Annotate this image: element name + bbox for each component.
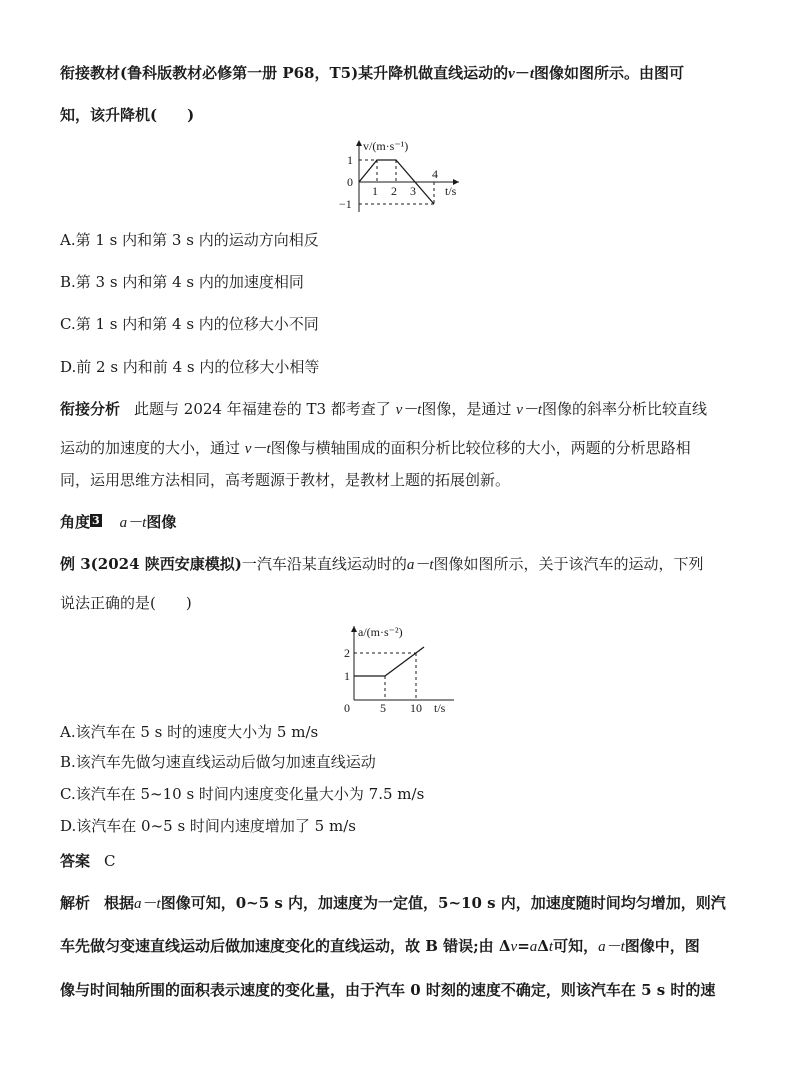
vt-xtick-4: 4 [432,167,438,181]
analysis-text-3: 图像的斜率分析比较直线 [542,400,708,418]
at-y-arrow [351,626,357,632]
at-ylabel: a/(m·s⁻²) [358,625,403,639]
math-at: a－t [406,557,434,573]
analysis-line-3: 同，运用思维方法相同，高考题源于教材，是教材上题的拓展创新。 [60,471,511,489]
math-vt: v－t [395,402,422,418]
math-dash: － [514,64,530,82]
analysis-line-1 [60,398,707,421]
answer-value: C [104,852,116,870]
at-chart [338,624,458,716]
solution-text-4: 可知， [553,937,599,955]
math-a: a [529,939,538,955]
example-line-2: 说法正确的是( ) [60,594,192,612]
option-2b: B.该汽车先做匀速直线运动后做匀加速直线运动 [60,753,376,771]
option-1c: C.第 1 s 内和第 4 s 内的位移大小不同 [60,315,319,333]
solution-label: 解析 [60,894,91,912]
option-2a: A.该汽车在 5 s 时的速度大小为 5 m/s [60,723,319,741]
analysis-text-4: 运动的加速度的大小，通过 [60,439,241,457]
vt-chart [335,140,465,220]
at-xlabel: t/s [434,701,446,715]
option-2c: C.该汽车在 5~10 s 时间内速度变化量大小为 7.5 m/s [60,785,425,803]
at-xtick-5: 5 [380,701,386,715]
math-v-2: v [510,939,518,955]
vt-ytick-m1: −1 [339,197,352,211]
math-vt-3: v－t [244,441,271,457]
solution-text-5: 图像中，图 [624,937,700,955]
section-heading [60,511,176,534]
option-1d: D.前 2 s 内和前 4 s 内的位移大小相等 [60,358,320,376]
math-at-3: a－t [598,939,625,955]
answer-label: 答案 [60,852,91,870]
vt-xlabel: t/s [445,184,457,198]
math-eq: = [517,937,530,955]
math-v: v [508,66,515,82]
analysis-text: 此题与 2024 年福建卷的 T3 都考查了 [134,400,391,418]
section-label: 角度 [60,513,91,531]
math-t-2: t [548,939,554,955]
vt-y-arrow [356,140,362,146]
math-delta: Δ [537,937,549,955]
solution-line-3: 像与时间轴所围的面积表示速度的变化量，由于汽车 0 时刻的速度不确定，则该汽车在 5 s 时的速 [60,981,716,999]
example-line-1 [60,553,704,576]
question-link-text-2: 图像如图所示。由图可 [534,64,685,82]
question-link-line-2: 知，该升降机( ) [60,106,195,124]
analysis-label: 衔接分析 [60,400,121,418]
example-label: 例 3 [60,555,91,573]
section-number-badge: 3 [92,514,100,527]
answer-line [60,850,116,872]
at-line [354,647,424,676]
section-title-text: 图像 [146,513,177,531]
example-text-2: 图像如图所示，关于该汽车的运动，下列 [433,555,704,573]
vt-xtick-1: 1 [372,184,378,198]
section-title-math: a－t [119,515,147,531]
vt-ytick-1: 1 [347,153,353,167]
example-source: (2024 陕西安康模拟) [90,555,242,573]
solution-line-1 [60,892,726,915]
option-1a: A.第 1 s 内和第 3 s 内的运动方向相反 [60,231,319,249]
math-vt-2: v－t [516,402,543,418]
question-link-text: 衔接教材(鲁科版教材必修第一册 P68，T5)某升降机做直线运动的 [60,64,509,82]
at-xtick-0: 0 [344,701,350,715]
vt-ylabel: v/(m·s⁻¹) [363,140,409,153]
math-t: t [529,66,535,82]
solution-text-3: 车先做匀变速直线运动后做加速度变化的直线运动，故 B 错误;由 Δ [60,937,511,955]
at-xtick-10: 10 [410,701,422,715]
at-ytick-1: 1 [344,669,350,683]
at-ytick-2: 2 [344,646,350,660]
example-text: 一汽车沿某直线运动时的 [241,555,407,573]
analysis-text-5: 图像与横轴围成的面积分析比较位移的大小，两题的分析思路相 [270,439,691,457]
option-1b: B.第 3 s 内和第 4 s 内的加速度相同 [60,273,304,291]
question-link-line-1 [60,62,684,85]
option-2d: D.该汽车在 0~5 s 时间内速度增加了 5 m/s [60,817,356,835]
solution-text: 根据 [104,894,135,912]
vt-xtick-3: 3 [410,184,416,198]
analysis-line-2 [60,437,691,460]
vt-xtick-2: 2 [391,184,397,198]
vt-ytick-0: 0 [347,175,353,189]
math-at-2: a－t [134,896,161,912]
solution-text-2: 图像可知，0~5 s 内，加速度为一定值，5~10 s 内，加速度随时间均匀增加，则汽 [160,894,726,912]
analysis-text-2: 图像，是通过 [421,400,512,418]
solution-line-2 [60,935,700,958]
